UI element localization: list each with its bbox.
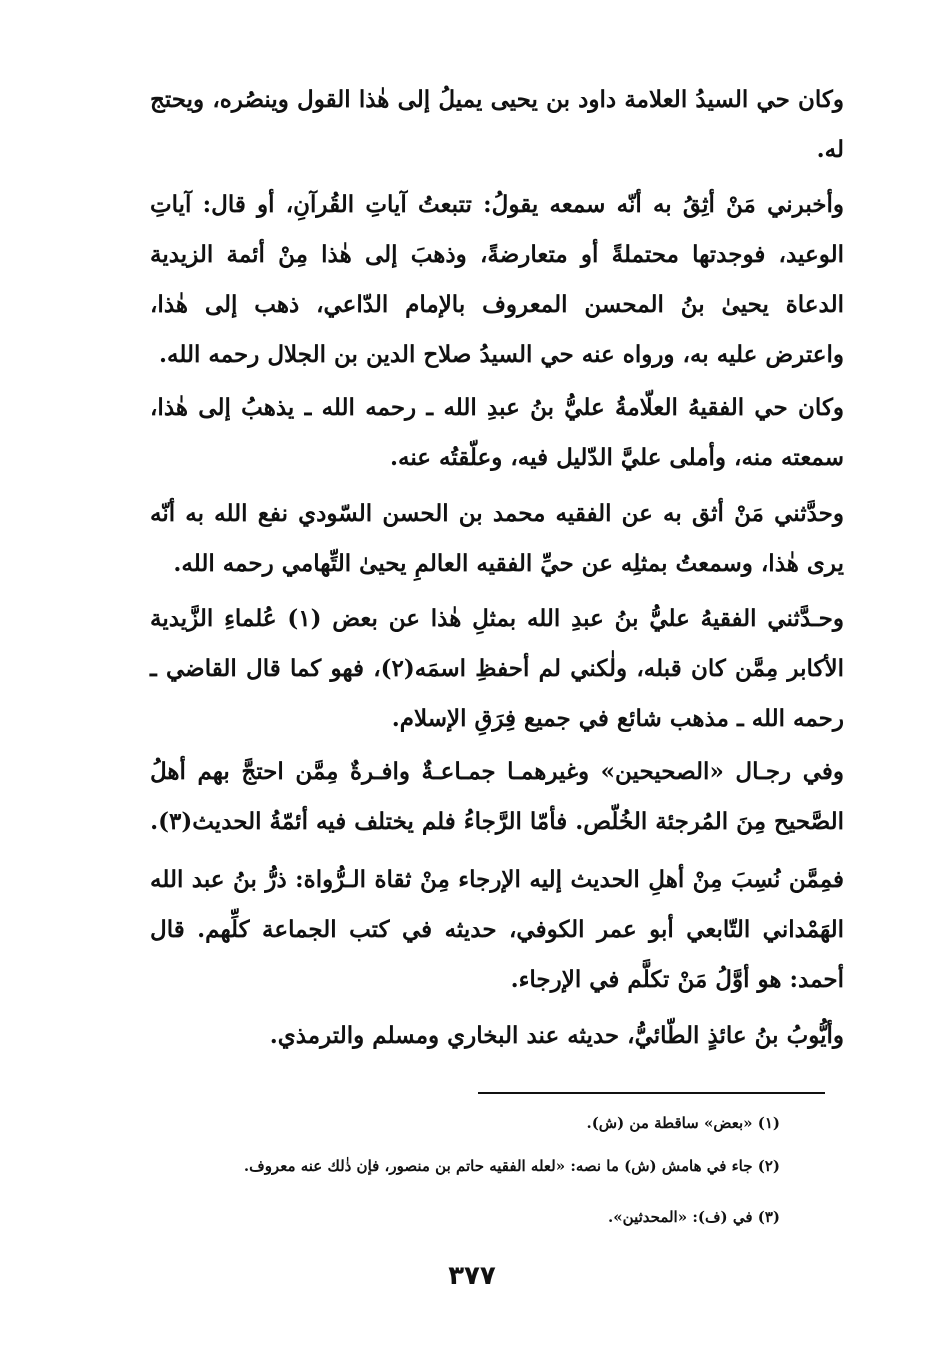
footnote-3: (٣) في (ف): «المحدثين». xyxy=(608,1208,780,1226)
paragraph-4: وحدَّثني مَنْ أثق به عن الفقيه محمد بن الحسن السّودي نفع الله به أنّه يرى هٰذا، وسمعتُ بمثلِه عن حيِّ الفقيه العالمِ يحيىٰ التِّهامي رحمه الله. xyxy=(150,500,844,577)
paragraph-5: وحـدَّثني الفقيهُ عليُّ بنُ عبدِ الله بمثلِ هٰذا عن بعض (١) عُلماءِ الزَّيدية الأكابر مِمَّن كان قبله، ولٰكني لم أحفظِ اسمَه(٢)، فهو كما قال القاضي ـ رحمه الله ـ مذهب شائع في جميع فِرَقِ الإسلام. xyxy=(150,605,844,732)
paragraph-6: وفي رجـال «الصحيحين» وغيرهمـا جمـاعـةٌ وافـرةٌ مِمَّن احتجَّ بهم أهلُ الصَّحيح مِنَ المُرجئة الخُلّص. فأمّا الرَّجاءُ فلم يختلف فيه أئمّةُ الحديث(٣). xyxy=(150,758,844,835)
page-number: ٣٧٧ xyxy=(448,1261,496,1291)
footnote-1: (١) «بعض» ساقطة من (ش). xyxy=(586,1114,780,1132)
paragraph-1: وكان حي السيدُ العلامة داود بن يحيى يميلُ إلى هٰذا القول وينصُره، ويحتج له. xyxy=(150,86,844,163)
paragraph-3: وكان حي الفقيهُ العلّامةُ عليُّ بنُ عبدِ الله ـ رحمه الله ـ يذهبُ إلى هٰذا، سمعته منه، وأملى عليَّ الدّليل فيه، وعلّقتُه عنه. xyxy=(150,394,844,471)
paragraph-7: فمِمَّن نُسِبَ مِنْ أهلِ الحديث إليه الإرجاء مِنْ ثقاة الـرُّواة: ذرُّ بنُ عبد الله الهَمْداني التّابعي أبو عمر الكوفي، حديثه في كتب الجماعة كلِّهم. قال أحمد: هو أوَّلُ مَنْ تكلَّم في الإرجاء. xyxy=(150,866,844,993)
footnote-2: (٢) جاء في هامش (ش) ما نصه: «لعله الفقيه حاتم بن منصور، فإن ذٰلك عنه معروف. xyxy=(243,1157,780,1175)
paragraph-8: وأيُّوبُ بنُ عائذٍ الطّائيُّ، حديثه عند البخاري ومسلم والترمذي. xyxy=(269,1022,844,1049)
footnote-separator xyxy=(478,1092,825,1094)
paragraph-2: وأخبرني مَنْ أثِقُ به أنّه سمعه يقولُ: تتبعتُ آياتِ القُرآنِ، أو قال: آياتِ الوعيد، فوجدتها محتملةً أو متعارضةً، وذهبَ إلى هٰذا مِنْ أئمة الزيدية الدعاة يحيىٰ بنُ المحسن المعروف بالإمام الدّاعي، ذهب إلى هٰذا، واعترض عليه به، ورواه عنه حي السيدُ صلاح الدين بن الجلال رحمه الله. xyxy=(150,191,844,368)
